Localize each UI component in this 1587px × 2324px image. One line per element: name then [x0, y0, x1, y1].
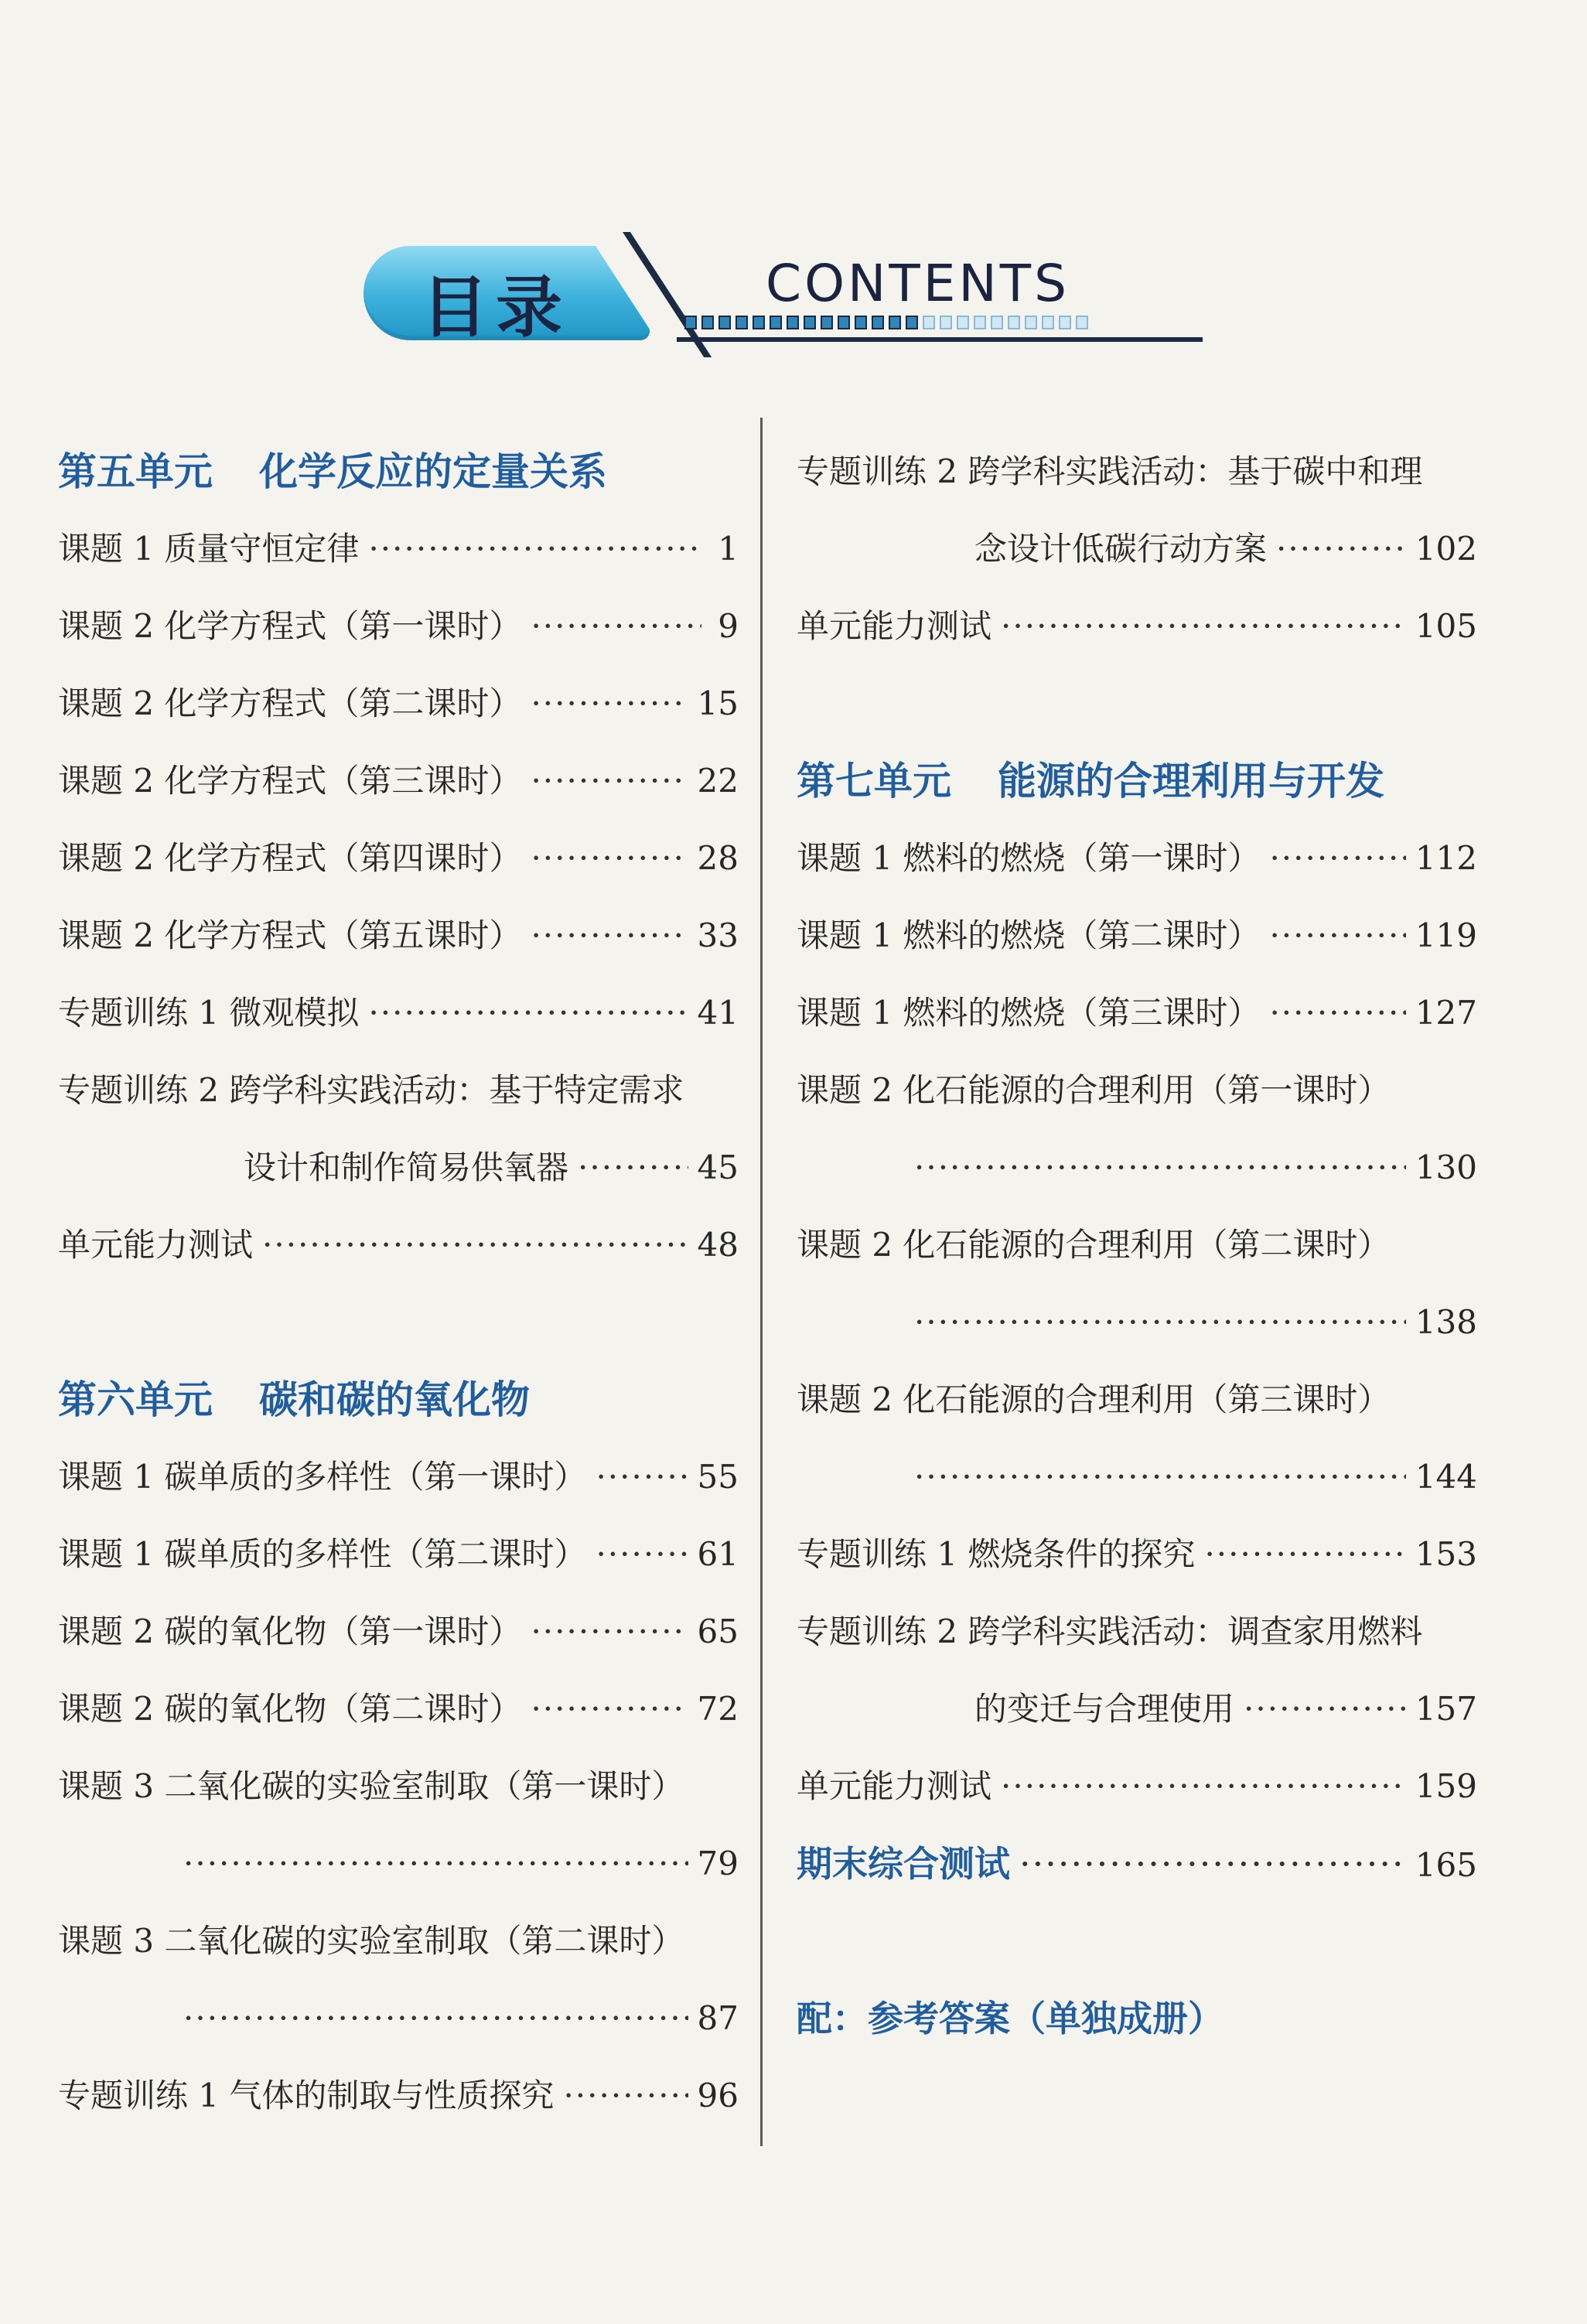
toc-entry-page: 15 — [697, 684, 739, 722]
toc-entry[interactable] — [58, 2057, 739, 2135]
unit-heading — [797, 742, 1477, 820]
toc-entry-label: 课题 2 碳的氧化物（第一课时） — [58, 1612, 522, 1650]
toc-entry-page: 41 — [697, 994, 739, 1032]
toc-entry-label: 专题训练 1 燃烧条件的探究 — [797, 1535, 1196, 1573]
toc-entry-label: 的变迁与合理使用 — [974, 1690, 1235, 1728]
toc-entry[interactable] — [797, 820, 1477, 897]
toc-entry[interactable] — [797, 1516, 1477, 1593]
toc-entry-label: 课题 2 碳的氧化物（第二课时） — [58, 1690, 522, 1728]
toc-left-column — [58, 433, 739, 2135]
toc-entry-label: 课题 1 质量守恒定律 — [58, 530, 360, 568]
toc-entry-multiline[interactable] — [797, 1206, 1477, 1284]
toc-entry-multiline[interactable] — [797, 1052, 1477, 1129]
header-title: 目录 — [421, 268, 570, 346]
toc-entry-continuation[interactable] — [58, 1825, 739, 1903]
toc-entry-page: 61 — [697, 1535, 739, 1573]
toc-entry-label: 专题训练 2 跨学科实践活动：调查家用燃料 — [797, 1612, 1423, 1650]
toc-entry-continuation[interactable] — [797, 510, 1477, 588]
toc-entry-page: 33 — [697, 916, 739, 954]
toc-entry-label: 专题训练 1 微观模拟 — [58, 994, 360, 1032]
toc-entry-label: 课题 1 燃料的燃烧（第二课时） — [797, 916, 1261, 954]
toc-entry-multiline[interactable] — [797, 1361, 1477, 1438]
unit-heading — [58, 433, 739, 510]
toc-entry-label: 单元能力测试 — [797, 1767, 992, 1805]
leader-dots — [183, 1825, 688, 1903]
leader-dots — [1204, 1516, 1405, 1593]
leader-dots — [914, 1129, 1406, 1206]
unit-number: 第六单元 — [58, 1377, 213, 1422]
header-decoration-squares — [684, 316, 1088, 329]
leader-dots — [1244, 1670, 1406, 1748]
toc-entry-label: 课题 2 化学方程式（第五课时） — [58, 916, 522, 954]
toc-entry-label: 课题 1 碳单质的多样性（第一课时） — [58, 1458, 587, 1496]
toc-entry-label: 课题 2 化石能源的合理利用（第一课时） — [797, 1071, 1391, 1109]
toc-entry-page: 102 — [1415, 530, 1477, 568]
toc-entry-page: 138 — [1415, 1303, 1477, 1341]
toc-entry-continuation[interactable] — [797, 1129, 1477, 1206]
leader-dots — [1269, 820, 1405, 897]
toc-entry-page: 65 — [697, 1612, 739, 1650]
toc-entry-page: 127 — [1415, 994, 1477, 1032]
toc-entry[interactable] — [797, 1748, 1477, 1825]
toc-entry-label: 课题 2 化学方程式（第四课时） — [58, 839, 522, 877]
toc-entry-page: 55 — [697, 1458, 739, 1496]
leader-dots — [596, 1438, 688, 1516]
header-underline — [677, 337, 1203, 342]
leader-dots — [1001, 588, 1406, 665]
leader-dots — [531, 588, 701, 665]
leader-dots — [531, 820, 688, 897]
toc-entry[interactable] — [797, 974, 1477, 1052]
toc-entry-label: 课题 2 化学方程式（第二课时） — [58, 684, 522, 722]
leader-dots — [531, 1670, 688, 1748]
toc-entry-label: 课题 2 化学方程式（第三课时） — [58, 762, 522, 800]
toc-entry-label: 期末综合测试 — [797, 1843, 1010, 1885]
toc-entry-page: 9 — [718, 607, 739, 645]
unit-number: 第五单元 — [58, 449, 213, 494]
toc-entry-page: 159 — [1415, 1767, 1477, 1805]
leader-dots — [563, 2057, 688, 2135]
toc-entry-page: 22 — [697, 762, 739, 800]
toc-entry-page: 105 — [1415, 607, 1477, 645]
leader-dots — [1276, 510, 1406, 588]
toc-entry-multiline[interactable] — [797, 433, 1477, 510]
toc-entry-page: 28 — [697, 839, 739, 877]
toc-entry-label: 专题训练 2 跨学科实践活动：基于特定需求 — [58, 1071, 684, 1109]
toc-entry-label: 课题 1 碳单质的多样性（第二课时） — [58, 1535, 587, 1573]
appendix-note: 配：参考答案（单独成册） — [797, 1998, 1224, 2039]
toc-entry-multiline[interactable] — [58, 1748, 739, 1825]
toc-entry-page: 48 — [697, 1226, 739, 1264]
leader-dots — [578, 1129, 688, 1206]
toc-entry-page: 144 — [1415, 1458, 1477, 1496]
toc-entry-label: 专题训练 1 气体的制取与性质探究 — [58, 2077, 555, 2114]
toc-entry-page: 72 — [697, 1690, 739, 1728]
toc-entry[interactable] — [58, 1206, 739, 1284]
toc-entry-page: 157 — [1415, 1690, 1477, 1728]
toc-entry[interactable] — [58, 665, 739, 742]
toc-entry[interactable] — [797, 897, 1477, 974]
toc-entry[interactable] — [58, 1593, 739, 1670]
leader-dots — [368, 974, 688, 1052]
toc-entry[interactable] — [797, 588, 1477, 665]
contents-header — [363, 232, 1230, 363]
toc-entry[interactable] — [58, 1516, 739, 1593]
toc-entry-continuation[interactable] — [58, 1980, 739, 2057]
toc-entry[interactable] — [58, 588, 739, 665]
toc-entry-page: 130 — [1415, 1148, 1477, 1186]
column-divider — [760, 418, 763, 2146]
toc-entry-page: 153 — [1415, 1535, 1477, 1573]
toc-entry-page: 96 — [697, 2077, 739, 2114]
toc-right-column — [797, 433, 1477, 2057]
toc-entry-label: 课题 2 化学方程式（第一课时） — [58, 607, 522, 645]
toc-entry[interactable] — [58, 897, 739, 974]
toc-entry-label: 课题 1 燃料的燃烧（第一课时） — [797, 839, 1261, 877]
toc-entry-label: 课题 2 化石能源的合理利用（第三课时） — [797, 1380, 1391, 1418]
leader-dots — [531, 742, 688, 820]
toc-entry[interactable] — [58, 510, 739, 588]
toc-entry-label: 单元能力测试 — [58, 1226, 254, 1264]
unit-heading — [58, 1361, 739, 1438]
toc-entry[interactable] — [58, 742, 739, 820]
leader-dots — [1269, 974, 1405, 1052]
toc-entry-continuation[interactable] — [797, 1670, 1477, 1748]
toc-entry-label: 设计和制作简易供氧器 — [244, 1148, 569, 1186]
leader-dots — [262, 1206, 688, 1284]
toc-entry-continuation[interactable] — [797, 1438, 1477, 1516]
toc-entry-continuation[interactable] — [58, 1129, 739, 1206]
leader-dots — [1001, 1748, 1406, 1825]
leader-dots — [596, 1516, 688, 1593]
leader-dots — [1269, 897, 1405, 974]
toc-entry[interactable] — [58, 1438, 739, 1516]
toc-entry-label: 课题 1 燃料的燃烧（第三课时） — [797, 994, 1261, 1032]
toc-entry-page: 87 — [697, 1999, 739, 2037]
leader-dots — [531, 665, 688, 742]
leader-dots — [531, 1593, 688, 1670]
toc-entry-final-test[interactable] — [797, 1825, 1477, 1903]
toc-entry[interactable] — [58, 1670, 739, 1748]
toc-entry-continuation[interactable] — [797, 1284, 1477, 1361]
leader-dots — [1019, 1825, 1406, 1903]
toc-entry-label: 课题 3 二氧化碳的实验室制取（第二课时） — [58, 1922, 684, 1960]
toc-entry-label: 念设计低碳行动方案 — [974, 530, 1268, 568]
toc-entry[interactable] — [58, 820, 739, 897]
leader-dots — [914, 1438, 1406, 1516]
unit-number: 第七单元 — [797, 758, 951, 804]
toc-entry-page: 165 — [1415, 1846, 1477, 1884]
unit-title: 化学反应的定量关系 — [259, 449, 607, 494]
toc-entry-page: 1 — [718, 530, 739, 568]
toc-entry-page: 112 — [1415, 839, 1477, 877]
leader-dots — [531, 897, 688, 974]
toc-entry-label: 课题 2 化石能源的合理利用（第二课时） — [797, 1226, 1391, 1264]
leader-dots — [183, 1980, 688, 2057]
toc-entry-label: 单元能力测试 — [797, 607, 992, 645]
header-title-en: CONTENTS — [766, 254, 1070, 313]
toc-entry-page: 45 — [697, 1148, 739, 1186]
toc-entry-label: 专题训练 2 跨学科实践活动：基于碳中和理 — [797, 452, 1423, 490]
toc-entry[interactable] — [58, 974, 739, 1052]
unit-title: 能源的合理利用与开发 — [998, 758, 1384, 804]
unit-title: 碳和碳的氧化物 — [259, 1377, 530, 1422]
toc-entry-multiline[interactable] — [58, 1903, 739, 1980]
toc-entry-multiline[interactable] — [58, 1052, 739, 1129]
toc-entry-label: 课题 3 二氧化碳的实验室制取（第一课时） — [58, 1767, 684, 1805]
leader-dots — [914, 1284, 1406, 1361]
toc-entry-page: 79 — [697, 1845, 739, 1882]
toc-entry-page: 119 — [1415, 916, 1477, 954]
leader-dots — [368, 510, 701, 588]
toc-entry-multiline[interactable] — [797, 1593, 1477, 1670]
